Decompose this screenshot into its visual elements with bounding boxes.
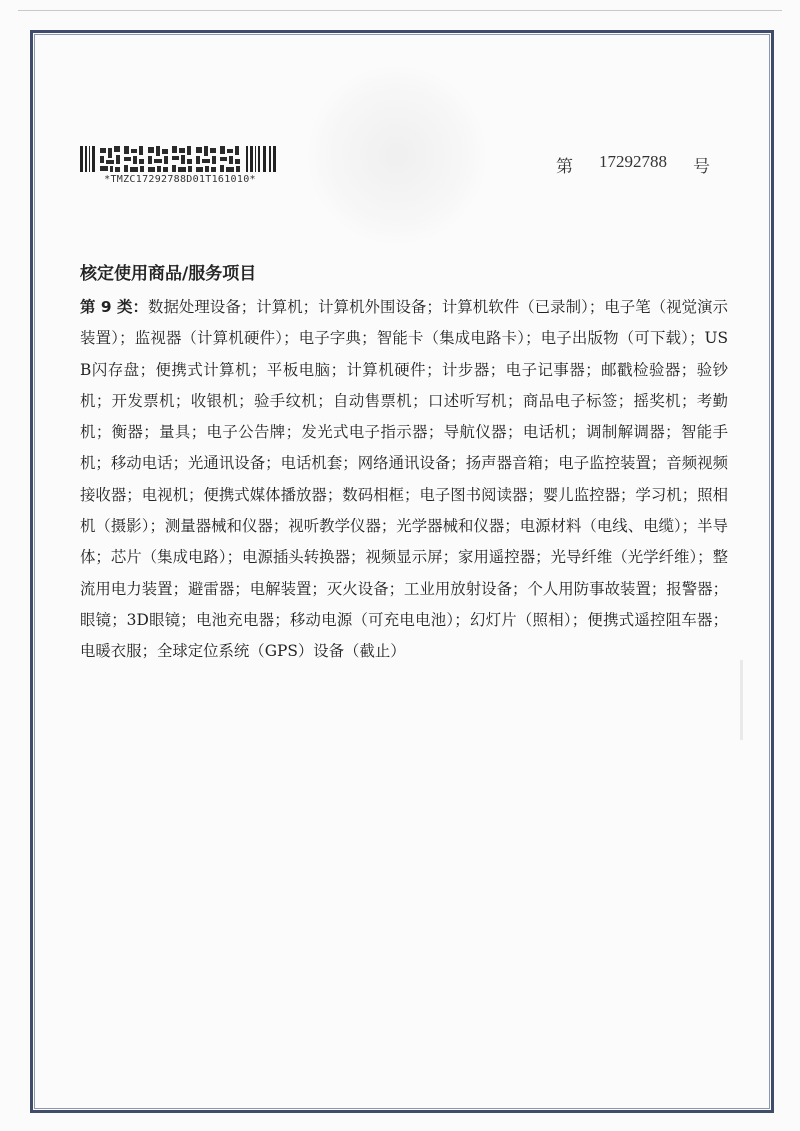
goods-list [80,292,728,668]
goods-items: 数据处理设备；计算机；计算机外围设备；计算机软件（已录制）；电子笔（视觉演示装置）；监视器（计算机硬件）；电子字典；智能卡（集成电路卡）；电子出版物（可下载）；USB闪存盘；便携式计算机；平板电脑；计算机硬件；计步器；电子记事器；邮戳检验器；验钞机；开发票机；收银机；验手纹机；自动售票机；口述听写机；商品电子标签；摇奖机；考勤机；衡器；量具；电子公告牌；发光式电子指示器；导航仪器；电话机；调制解调器；智能手机；移动电话；光通讯设备；电话机套；网络通讯设备；扬声器音箱；电子监控装置；音频视频接收器；电视机；便携式媒体播放器；数码相框；电子图书阅读器；婴儿监控器；学习机；照相机（摄影）；测量器械和仪器；视听教学仪器；光学器械和仪器；电源材料（电线、电缆）；半导体；芯片（集成电路）；电源插头转换器；视频显示屏；家用遥控器；光导纤维（光学纤维）；整流用电力装置；避雷器；电解装置；灭火设备；工业用放射设备；个人用防事故装置；报警器；眼镜；3D眼镜；电池充电器；移动电源（可充电电池）；幻灯片（照相）；便携式遥控阻车器；电暖衣服；全球定位系统（GPS）设备（截止） [80,298,728,661]
class-label: 第 9 类： [80,298,148,316]
watermark-seal [308,66,486,244]
barcode [80,146,276,172]
registration-number [556,152,710,177]
barcode-caption: *TMZC17292788D01T161010* [104,174,256,185]
registration-prefix: 第 [556,157,573,177]
registration-suffix: 号 [693,157,710,177]
top-rule [18,10,782,11]
scan-shadow [740,660,743,740]
section-title: 核定使用商品/服务项目 [80,264,257,284]
registration-value: 17292788 [599,152,667,171]
